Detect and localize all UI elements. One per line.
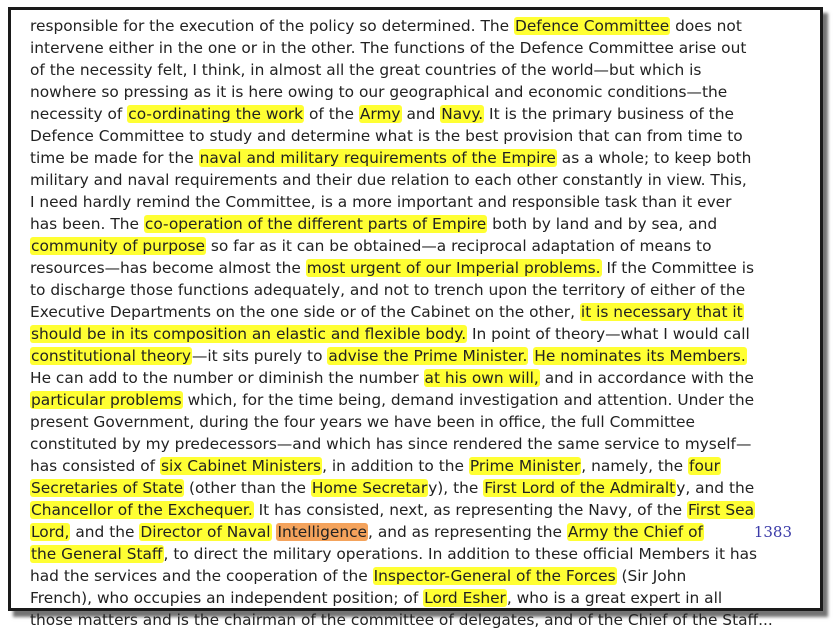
text-line bbox=[30, 191, 820, 213]
highlight-yellow: Home Secretar bbox=[311, 479, 428, 497]
text-span: , to direct the military operations. In addition to these official Members it has bbox=[163, 545, 758, 563]
text-span: to discharge those functions adequately, and not to trench upon the territory of either of the bbox=[30, 281, 746, 299]
text-line bbox=[30, 455, 820, 477]
text-span: resources—has become almost the bbox=[30, 259, 306, 277]
text-line bbox=[30, 565, 820, 587]
text-span: In point of theory—what I would call bbox=[467, 325, 750, 343]
text-span: and bbox=[401, 105, 441, 123]
text-span: (Sir John bbox=[616, 567, 687, 585]
highlight-yellow: six Cabinet Ministers bbox=[160, 457, 322, 475]
highlight-yellow: naval and military requirements of the Empire bbox=[199, 149, 556, 167]
text-span: I need hardly remind the Committee, is a more important and responsible task than it ever bbox=[30, 193, 732, 211]
document-frame bbox=[8, 7, 823, 629]
text-line bbox=[30, 279, 820, 301]
text-span: so far as it can be obtained—a reciprocal adaptation of means to bbox=[205, 237, 712, 255]
text-line bbox=[30, 37, 820, 59]
text-span: Defence Committee to study and determine what is the best provision that can from time to bbox=[30, 127, 743, 145]
text-line bbox=[30, 367, 820, 389]
text-line bbox=[30, 609, 820, 631]
highlight-yellow: co-operation of the different parts of Empire bbox=[144, 215, 487, 233]
highlight-yellow: constitutional theory bbox=[31, 347, 191, 365]
text-span: had the services and the cooperation of the bbox=[30, 567, 373, 585]
text-span: French), who occupies an independent position; of bbox=[30, 589, 424, 607]
text-span: Executive Departments on the one side or of the Cabinet on the other, bbox=[30, 303, 580, 321]
text-span: y, and the bbox=[676, 479, 755, 497]
text-span: , and as representing the bbox=[368, 523, 567, 541]
document-text bbox=[30, 15, 820, 631]
text-span: of the necessity felt, I think, in almost all the great countries of the world—but which is bbox=[30, 61, 702, 79]
text-span: He can add to the number or diminish the number bbox=[30, 369, 424, 387]
highlight-yellow: Lord Esher bbox=[424, 589, 506, 607]
highlight-yellow: advise the Prime Minister. bbox=[328, 347, 528, 365]
text-line bbox=[30, 257, 820, 279]
text-line bbox=[30, 59, 820, 81]
highlight-yellow: co-ordinating the work bbox=[128, 105, 304, 123]
highlight-yellow: community of purpose bbox=[31, 237, 205, 255]
text-line bbox=[30, 433, 820, 455]
text-line bbox=[30, 345, 820, 367]
highlight-yellow: First Sea bbox=[688, 501, 754, 519]
text-line bbox=[30, 147, 820, 169]
text-line bbox=[30, 103, 820, 125]
text-span: of the bbox=[304, 105, 359, 123]
highlight-yellow: He nominates its Members. bbox=[534, 347, 746, 365]
highlight-yellow: Director of Naval bbox=[140, 523, 271, 541]
text-line bbox=[30, 499, 820, 521]
text-line bbox=[30, 125, 820, 147]
text-span: time be made for the bbox=[30, 149, 199, 167]
text-line bbox=[30, 543, 820, 565]
text-span: , who is a great expert in all bbox=[506, 589, 723, 607]
text-span: which, for the time being, demand investigation and attention. Under the bbox=[182, 391, 755, 409]
highlight-yellow: the General Staff bbox=[31, 545, 163, 563]
text-span: , namely, the bbox=[581, 457, 689, 475]
page-number: 1383 bbox=[753, 523, 792, 541]
text-line bbox=[30, 389, 820, 411]
text-span: present Government, during the four years we have been in office, the full Committee bbox=[30, 413, 695, 431]
text-span: as a whole; to keep both bbox=[556, 149, 752, 167]
text-span: It has consisted, next, as representing the Navy, of the bbox=[253, 501, 688, 519]
text-span: —it sits purely to bbox=[191, 347, 328, 365]
highlight-yellow: First Lord of the Admiralt bbox=[484, 479, 676, 497]
text-span: , in addition to the bbox=[322, 457, 469, 475]
text-line bbox=[30, 301, 820, 323]
highlight-yellow: particular problems bbox=[31, 391, 182, 409]
text-span: If the Committee is bbox=[601, 259, 755, 277]
text-span: nowhere so pressing as it is here owing to our geographical and economic conditions—the bbox=[30, 83, 728, 101]
text-span: has consisted of bbox=[30, 457, 160, 475]
text-span: military and naval requirements and their due relation to each other constantly in view. This, bbox=[30, 171, 747, 189]
highlight-orange: Intelligence bbox=[277, 523, 368, 541]
text-span: both by land and by sea, and bbox=[487, 215, 718, 233]
highlight-yellow: Secretaries of State bbox=[31, 479, 184, 497]
text-span: those matters and is the chairman of the committee of delegates, and of the Chief of the Staff... bbox=[30, 611, 773, 629]
text-span: and in accordance with the bbox=[539, 369, 754, 387]
highlight-yellow: Army bbox=[359, 105, 401, 123]
highlight-yellow: Prime Minister bbox=[469, 457, 581, 475]
text-line bbox=[30, 213, 820, 235]
highlight-yellow: Chancellor of the Exchequer. bbox=[31, 501, 253, 519]
text-line bbox=[30, 323, 820, 345]
highlight-yellow: Army the Chief of bbox=[567, 523, 703, 541]
text-line bbox=[30, 477, 820, 499]
text-line bbox=[30, 169, 820, 191]
highlight-yellow: Inspector-General of the Forces bbox=[373, 567, 616, 585]
highlight-yellow: Defence Committee bbox=[514, 17, 670, 35]
text-span: y), the bbox=[428, 479, 484, 497]
text-span: constituted by my predecessors—and which has since rendered the same service to myself— bbox=[30, 435, 752, 453]
highlight-yellow: at his own will, bbox=[424, 369, 539, 387]
text-span: responsible for the execution of the policy so determined. The bbox=[30, 17, 514, 35]
highlight-yellow: Navy. bbox=[441, 105, 484, 123]
text-line bbox=[30, 15, 820, 37]
text-line bbox=[30, 411, 820, 433]
text-line bbox=[30, 521, 820, 543]
text-span: does not bbox=[670, 17, 742, 35]
text-span: (other than the bbox=[184, 479, 311, 497]
text-line bbox=[30, 587, 820, 609]
text-span: has been. The bbox=[30, 215, 144, 233]
text-span: necessity of bbox=[30, 105, 128, 123]
highlight-yellow: four bbox=[689, 457, 720, 475]
text-span: It is the primary business of the bbox=[484, 105, 734, 123]
highlight-yellow: should be in its composition an elastic and flexible body. bbox=[31, 325, 467, 343]
text-line bbox=[30, 235, 820, 257]
text-line bbox=[30, 81, 820, 103]
highlight-yellow: it is necessary that it bbox=[580, 303, 743, 321]
highlight-yellow: most urgent of our Imperial problems. bbox=[306, 259, 601, 277]
text-span: and the bbox=[70, 523, 140, 541]
highlight-yellow: Lord, bbox=[31, 523, 70, 541]
text-span: intervene either in the one or in the other. The functions of the Defence Committee arise out bbox=[30, 39, 747, 57]
